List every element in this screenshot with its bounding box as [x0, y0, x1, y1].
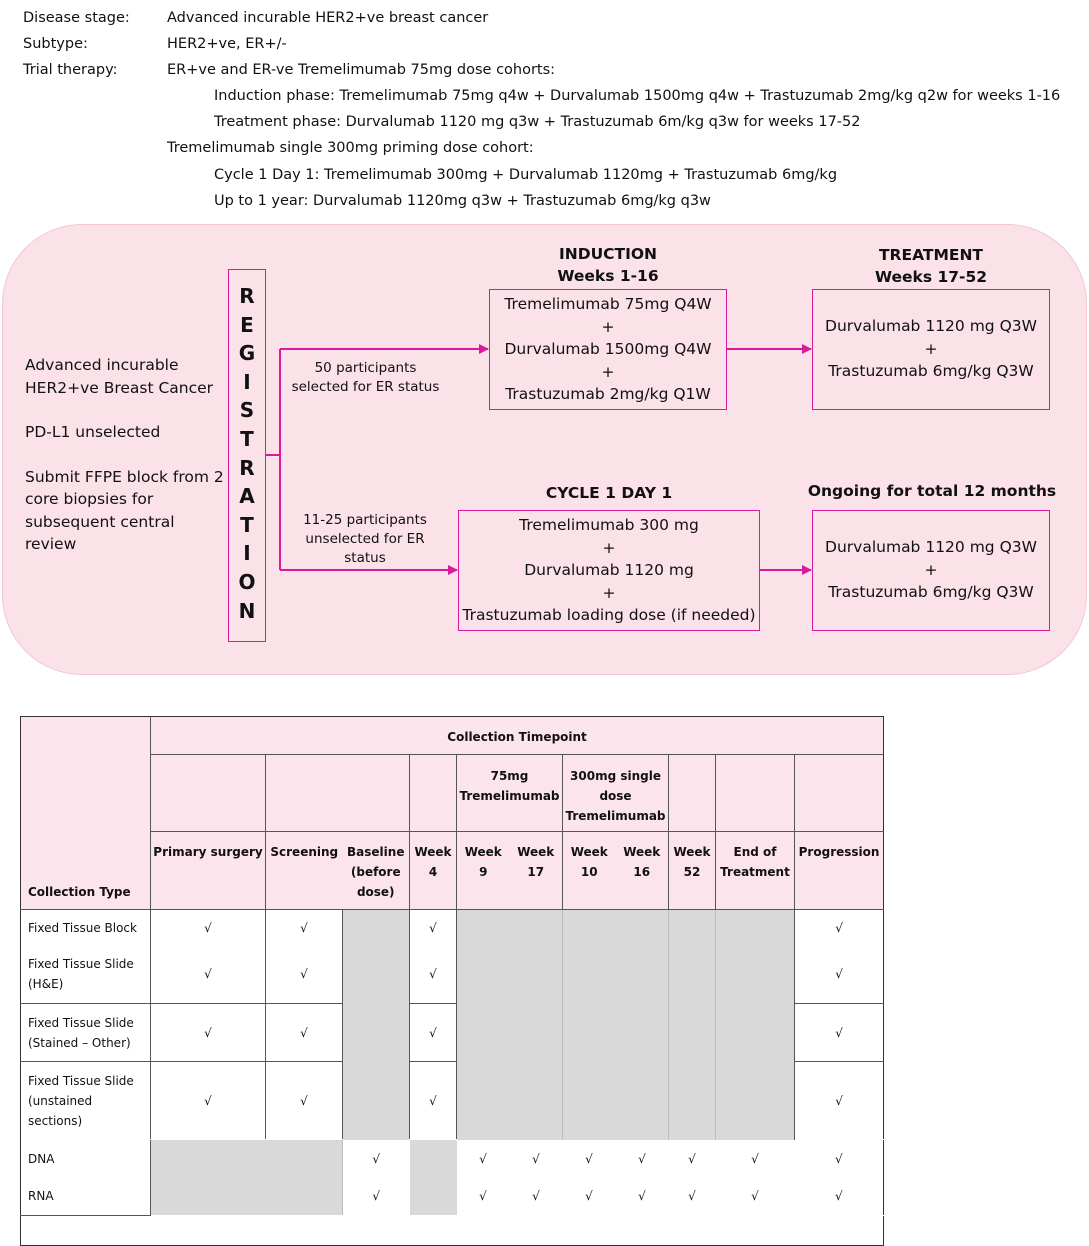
tick-cell [716, 946, 795, 1004]
tick-cell [510, 1004, 563, 1062]
registration-letter: T [240, 426, 254, 451]
disease-stage-label: Disease stage: [23, 10, 130, 26]
group-header-blank [669, 755, 716, 832]
population-line: review [25, 535, 77, 553]
therapy-line: Induction phase: Tremelimumab 75mg q4w + Durvalumab 1500mg q4w + Trastuzumab 2mg/kg q2w for weeks 1-16 [214, 88, 1061, 104]
therapy-line: ER+ve and ER-ve Tremelimumab 75mg dose cohorts: [167, 62, 556, 78]
column-header [343, 832, 410, 910]
column-header-line: Week [623, 845, 661, 859]
tick-cell: √ [266, 946, 343, 1004]
therapy-line: Up to 1 year: Durvalumab 1120mg q3w + Trastuzumab 6mg/kg q3w [214, 193, 711, 209]
tick-cell [151, 1140, 266, 1178]
table-row [21, 1062, 884, 1140]
registration-letter: S [239, 398, 255, 423]
tick-cell [410, 1178, 457, 1216]
table-row [21, 1178, 884, 1216]
plus-sign: + [924, 339, 938, 358]
registration-letter: A [239, 484, 255, 509]
tick-cell: √ [532, 1151, 540, 1166]
title-line: INDUCTION [558, 245, 658, 263]
tick-cell [669, 1062, 716, 1140]
table-row [21, 1140, 884, 1178]
column-header [457, 832, 510, 910]
table-row [21, 946, 884, 1004]
cycle1-box [458, 510, 760, 631]
population-line: Advanced incurable [25, 356, 179, 374]
title-line: Weeks 1-16 [557, 266, 659, 285]
collection-type-label: Collection Type [28, 885, 131, 899]
tick-cell: √ [795, 910, 884, 946]
collection-type-line: Fixed Tissue Slide [28, 1015, 134, 1030]
column-header-line: (before [350, 865, 401, 879]
tick-cell [510, 1062, 563, 1140]
tick-cell: √ [410, 1062, 457, 1140]
tick-cell: √ [669, 1178, 716, 1216]
tick-cell [669, 946, 716, 1004]
tick-cell [343, 946, 410, 1004]
spacer-cell [21, 1216, 884, 1246]
column-header [616, 832, 669, 910]
collection-type-line: Fixed Tissue Slide [28, 957, 134, 972]
subtype-value: HER2+ve, ER+/- [167, 36, 287, 52]
column-header [151, 832, 266, 910]
tick-cell: √ [266, 1004, 343, 1062]
collection-type-cell [21, 1062, 151, 1140]
tick-cell: √ [151, 1004, 266, 1062]
tick-cell: √ [688, 1151, 696, 1166]
tick-cell [563, 946, 616, 1004]
plus-sign: + [602, 538, 616, 557]
title-line: Weeks 17-52 [874, 267, 988, 286]
tick-cell [669, 910, 716, 946]
table-row [21, 910, 884, 946]
column-header-line: Screening [270, 845, 339, 859]
therapy-line: Treatment phase: Durvalumab 1120 mg q3w + Trastuzumab 6m/kg q3w for weeks 17-52 [214, 114, 861, 130]
tick-cell: √ [266, 1062, 343, 1140]
title-line: TREATMENT [878, 246, 984, 264]
collection-type-cell [21, 1004, 151, 1062]
arm-label-line: 50 participants [314, 360, 417, 376]
column-header-line: Week [673, 845, 711, 859]
upper-arm-label [283, 359, 448, 397]
drug-line: Durvalumab 1120 mg [524, 561, 694, 579]
column-header-line: Primary surgery [153, 845, 263, 859]
therapy-line: Cycle 1 Day 1: Tremelimumab 300mg + Durvalumab 1120mg + Trastuzumab 6mg/kg [214, 167, 838, 183]
tick-cell: √ [510, 1178, 563, 1216]
tick-cell: √ [616, 1178, 669, 1216]
drug-line: Trastuzumab loading dose (if needed) [462, 606, 756, 624]
tick-cell [616, 946, 669, 1004]
tick-cell: √ [151, 1062, 266, 1140]
tick-cell: √ [795, 946, 884, 1004]
tick-cell [716, 1062, 795, 1140]
collection-type-cell [21, 1140, 151, 1178]
registration-letter: G [238, 341, 256, 366]
drug-line: Tremelimumab 300 mg [519, 516, 699, 534]
collection-type-header [21, 717, 151, 910]
tick-cell [457, 910, 510, 946]
population-line: Submit FFPE block from 2 [25, 467, 224, 486]
plus-sign: + [924, 560, 938, 579]
plus-sign: + [601, 362, 615, 381]
column-header [795, 832, 884, 910]
registration-letter: O [238, 569, 256, 594]
collection-type-line: Fixed Tissue Slide [28, 1073, 134, 1088]
plus-sign: + [601, 317, 615, 336]
registration-letter: I [243, 541, 251, 566]
column-header [669, 832, 716, 910]
tick-cell [616, 1004, 669, 1062]
tick-cell: √ [716, 1178, 795, 1216]
tick-cell [716, 1004, 795, 1062]
tick-cell [669, 1004, 716, 1062]
column-header-line: Week [464, 845, 502, 859]
collection-type-cell [21, 910, 151, 946]
population-line: HER2+ve Breast Cancer [25, 378, 214, 397]
trial-therapy-label: Trial therapy: [23, 62, 118, 78]
ongoing-box [812, 510, 1050, 631]
group-line: 75mg [490, 769, 529, 783]
drug-line: Trastuzumab 6mg/kg Q3W [828, 362, 1034, 380]
collection-timepoint-header: Collection Timepoint [151, 717, 884, 755]
drug-line: Durvalumab 1500mg Q4W [504, 340, 712, 358]
tick-cell: √ [795, 1004, 884, 1062]
tick-cell: √ [266, 910, 343, 946]
tick-cell: √ [372, 1151, 381, 1166]
group-line: Tremelimumab [459, 789, 560, 803]
column-header [510, 832, 563, 910]
group-line: 300mg single [570, 769, 661, 783]
registration-letter: E [240, 312, 254, 337]
treatment-title [812, 245, 1050, 288]
tick-cell [716, 910, 795, 946]
induction-title [489, 244, 727, 287]
column-header-line: Progression [798, 845, 880, 859]
disease-stage-value: Advanced incurable HER2+ve breast cancer [167, 10, 489, 26]
tick-cell: √ [795, 1062, 884, 1140]
collection-type-line: (unstained [28, 1093, 93, 1108]
tick-cell [151, 1178, 266, 1216]
group-header-blank [266, 755, 410, 832]
tick-cell [266, 1178, 343, 1216]
registration-letter: N [238, 598, 256, 623]
registration-letter: I [243, 369, 251, 394]
tick-cell: √ [457, 1178, 510, 1216]
tick-cell [457, 1062, 510, 1140]
column-header-line: 10 [580, 865, 598, 879]
tick-cell: √ [638, 1151, 646, 1166]
collection-type-line: (Stained – Other) [28, 1035, 131, 1050]
tick-cell [510, 946, 563, 1004]
tick-cell: √ [479, 1151, 487, 1166]
column-header [563, 832, 616, 910]
table-row [21, 1004, 884, 1062]
therapy-line: Tremelimumab single 300mg priming dose cohort: [167, 140, 534, 156]
cycle1-title: CYCLE 1 DAY 1 [545, 484, 673, 502]
collection-type-cell [21, 946, 151, 1004]
drug-line: Tremelimumab 75mg Q4W [504, 295, 712, 313]
registration-letter: T [240, 512, 254, 537]
tick-cell [563, 1062, 616, 1140]
arm-label-line: selected for ER status [291, 379, 440, 395]
column-header-line: dose) [356, 885, 395, 899]
column-header [716, 832, 795, 910]
tick-cell [616, 1062, 669, 1140]
sample-collection-table [20, 716, 884, 1246]
tick-cell: √ [151, 910, 266, 946]
column-header-line: Week [517, 845, 555, 859]
table-bottom-spacer [21, 1216, 884, 1246]
lower-arm-label [290, 511, 440, 568]
registration-letter: R [239, 455, 255, 480]
treatment-box [812, 289, 1050, 410]
tick-cell [457, 1004, 510, 1062]
drug-line: Trastuzumab 6mg/kg Q3W [828, 583, 1034, 601]
arm-label-line: status [344, 550, 386, 566]
population-line: subsequent central [25, 512, 175, 531]
tick-cell [457, 946, 510, 1004]
arm-label-line: 11-25 participants [303, 512, 427, 528]
column-header-line: Week [570, 845, 608, 859]
group-line: dose [599, 789, 632, 803]
group-header-300mg [563, 755, 669, 832]
tick-cell [563, 1004, 616, 1062]
collection-type-line: DNA [28, 1151, 55, 1166]
collection-type-line: Fixed Tissue Block [28, 920, 137, 935]
collection-type-line: (H&E) [28, 977, 64, 992]
tick-cell: √ [410, 946, 457, 1004]
column-header-line: Week [414, 845, 452, 859]
drug-line: Trastuzumab 2mg/kg Q1W [505, 385, 711, 403]
column-header-line: 17 [527, 865, 545, 879]
tick-cell [563, 910, 616, 946]
column-header-line: 16 [633, 865, 651, 879]
column-header-line: Baseline [347, 845, 405, 859]
group-header-blank [716, 755, 795, 832]
tick-cell [343, 1062, 410, 1140]
column-header-line: 52 [683, 865, 701, 879]
registration-letter: R [239, 284, 255, 308]
tick-cell [343, 1004, 410, 1062]
ongoing-title: Ongoing for total 12 months [807, 482, 1057, 500]
tick-cell: √ [834, 1151, 843, 1166]
plus-sign: + [602, 583, 616, 602]
group-line: Tremelimumab [565, 809, 666, 823]
tick-cell: √ [585, 1151, 593, 1166]
column-header-line: 9 [479, 865, 488, 879]
tick-cell [266, 1140, 343, 1178]
tick-cell: √ [563, 1178, 616, 1216]
column-header-line: 4 [428, 865, 438, 879]
tick-cell: √ [795, 1178, 884, 1216]
population-line: PD-L1 unselected [25, 423, 161, 441]
tick-cell [410, 1140, 457, 1178]
tick-cell: √ [343, 1178, 410, 1216]
collection-type-cell [21, 1178, 151, 1216]
subtype-label: Subtype: [23, 36, 88, 52]
column-header-line: End of [733, 845, 777, 859]
tick-cell [510, 910, 563, 946]
group-header-blank [795, 755, 884, 832]
tick-cell [616, 910, 669, 946]
tick-cell [343, 910, 410, 946]
drug-line: Durvalumab 1120 mg Q3W [825, 538, 1037, 556]
arm-label-line: unselected for ER [305, 531, 425, 547]
tick-cell: √ [151, 946, 266, 1004]
group-header-75mg [457, 755, 563, 832]
induction-box [489, 289, 727, 410]
population-line: core biopsies for [25, 490, 154, 508]
group-header-blank [410, 755, 457, 832]
column-header [266, 832, 343, 910]
collection-type-line: RNA [28, 1189, 54, 1204]
drug-line: Durvalumab 1120 mg Q3W [825, 317, 1037, 335]
column-header [410, 832, 457, 910]
column-header-line: Treatment [720, 865, 790, 879]
tick-cell: √ [410, 910, 457, 946]
group-header-blank [151, 755, 266, 832]
tick-cell: √ [410, 1004, 457, 1062]
collection-type-line: sections) [28, 1113, 83, 1128]
tick-cell: √ [751, 1151, 759, 1166]
